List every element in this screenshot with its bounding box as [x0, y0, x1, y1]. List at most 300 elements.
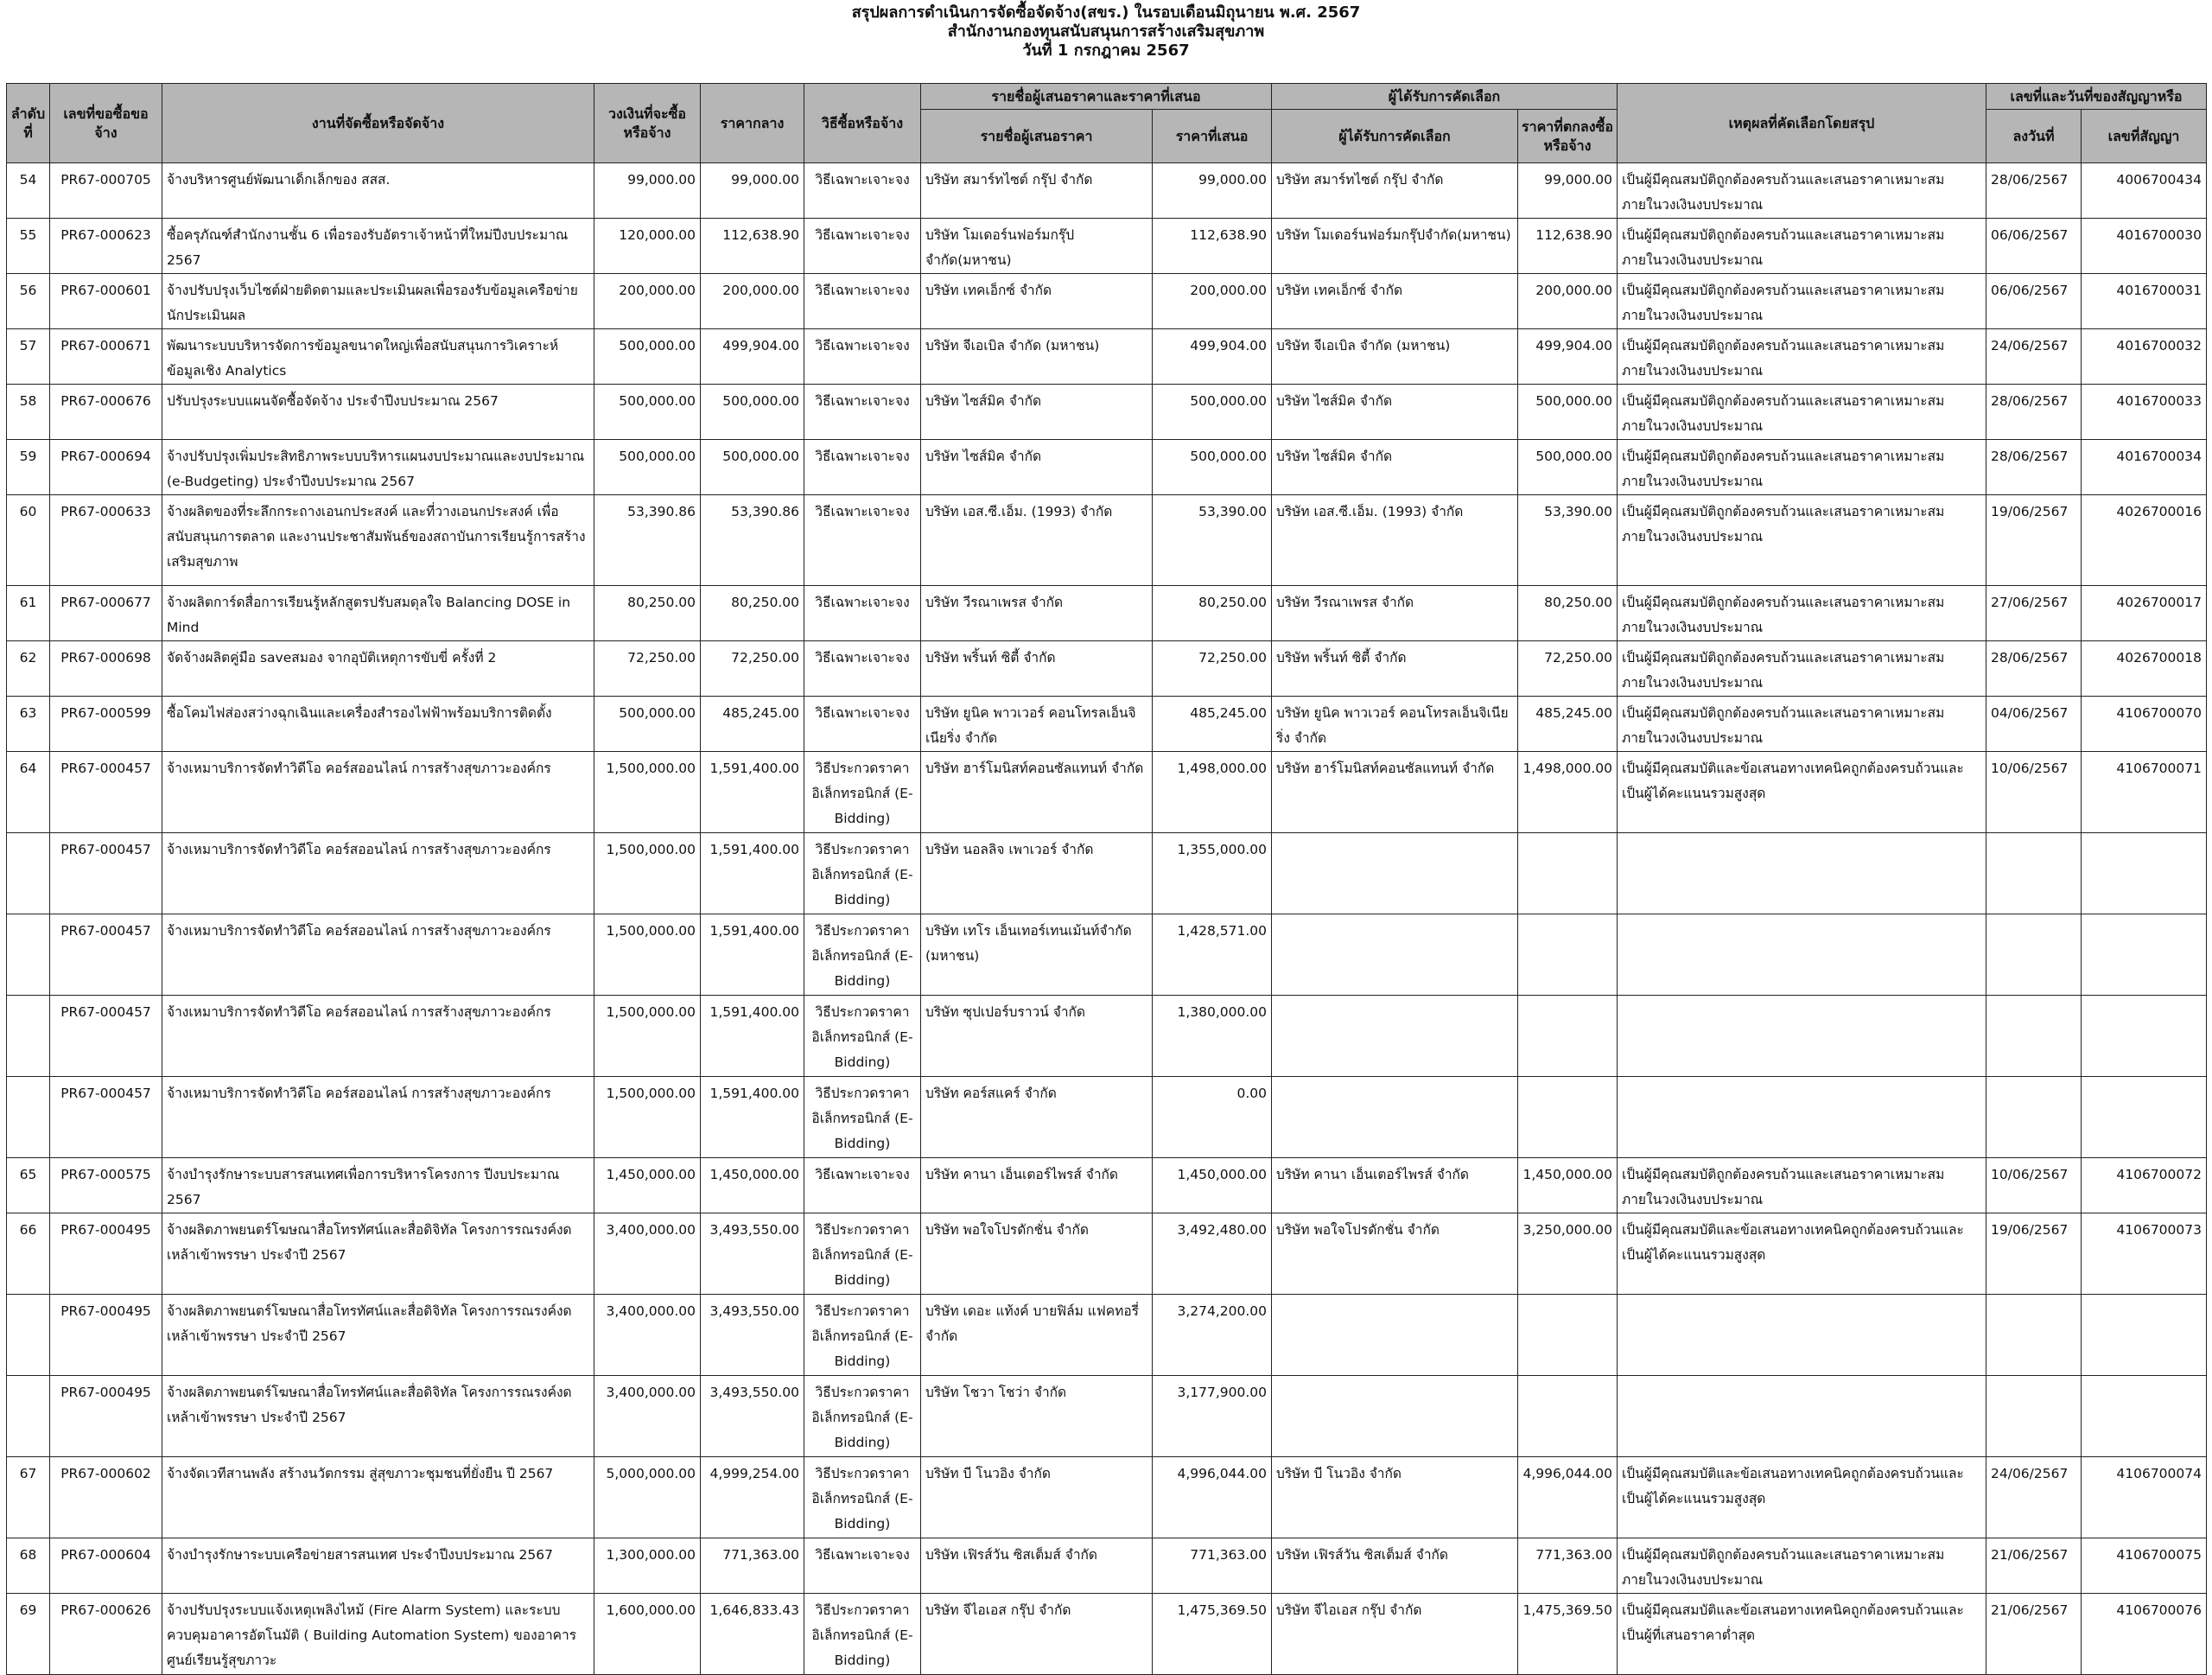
work-description: จ้างปรับปรุงระบบแจ้งเหตุเพลิงไหม้ (Fire Alarm System) และระบบควบคุมอาคารอัตโนมัติ ( Building Automation System) ของอาคารศูนย์เรียนรู้สุขภาวะ — [162, 1594, 594, 1675]
selected-vendor: บริษัท เทคเอ็กซ์ จำกัด — [1272, 274, 1518, 329]
work-description: จ้างเหมาบริการจัดทำวิดีโอ คอร์สออนไลน์ การสร้างสุขภาวะองค์กร — [162, 996, 594, 1077]
bidder-name: บริษัท โชวา โชว่า จำกัด — [921, 1376, 1153, 1457]
contract-number — [2082, 914, 2207, 996]
pr-number: PR67-000694 — [50, 440, 162, 495]
work-description: จัดจ้างผลิตคู่มือ saveสมอง จากอุบัติเหตุการขับขี่ ครั้งที่ 2 — [162, 641, 594, 697]
selected-vendor — [1272, 914, 1518, 996]
header-agreed-price: ราคาที่ตกลงซื้อหรือจ้าง — [1518, 110, 1618, 163]
median-price: 1,646,833.43 — [701, 1594, 804, 1675]
bidder-name: บริษัท ไซส์มิค จำกัด — [921, 440, 1153, 495]
row-number: 55 — [7, 219, 50, 274]
selected-vendor: บริษัท สมาร์ทไซต์ กรุ๊ป จำกัด — [1272, 163, 1518, 219]
bidder-name: บริษัท นอลลิจ เพาเวอร์ จำกัด — [921, 833, 1153, 914]
selected-vendor: บริษัท ยูนิค พาวเวอร์ คอนโทรลเอ็นจิเนียริ่ง จำกัด — [1272, 697, 1518, 752]
procurement-method: วิธีเฉพาะเจาะจง — [804, 586, 921, 641]
bid-price: 1,450,000.00 — [1153, 1158, 1272, 1213]
work-description: จ้างเหมาบริการจัดทำวิดีโอ คอร์สออนไลน์ การสร้างสุขภาวะองค์กร — [162, 752, 594, 833]
agreed-price — [1518, 1077, 1618, 1158]
pr-number: PR67-000626 — [50, 1594, 162, 1675]
selection-reason: เป็นผู้มีคุณสมบัติถูกต้องครบถ้วนและเสนอราคาเหมาะสมภายในวงเงินงบประมาณ — [1618, 586, 1986, 641]
selection-reason — [1618, 833, 1986, 914]
pr-number: PR67-000495 — [50, 1295, 162, 1376]
selected-vendor: บริษัท เอส.ซี.เอ็ม. (1993) จำกัด — [1272, 495, 1518, 586]
procurement-table — [6, 83, 2207, 1675]
row-number — [7, 996, 50, 1077]
agreed-price — [1518, 1295, 1618, 1376]
pr-number: PR67-000495 — [50, 1376, 162, 1457]
agreed-price: 112,638.90 — [1518, 219, 1618, 274]
procurement-method: วิธีเฉพาะเจาะจง — [804, 163, 921, 219]
pr-number: PR67-000623 — [50, 219, 162, 274]
contract-number: 4026700016 — [2082, 495, 2207, 586]
median-price: 200,000.00 — [701, 274, 804, 329]
budget-amount: 500,000.00 — [594, 440, 701, 495]
contract-number: 4106700074 — [2082, 1457, 2207, 1538]
selection-reason — [1618, 1077, 1986, 1158]
work-description: พัฒนาระบบบริหารจัดการข้อมูลขนาดใหญ่เพื่อสนับสนุนการวิเคราะห์ข้อมูลเชิง Analytics — [162, 329, 594, 385]
table-row — [7, 586, 2207, 641]
selection-reason: เป็นผู้มีคุณสมบัติและข้อเสนอทางเทคนิคถูกต้องครบถ้วนและเป็นผู้ได้คะแนนรวมสูงสุด — [1618, 1457, 1986, 1538]
contract-date: 21/06/2567 — [1986, 1594, 2082, 1675]
row-number: 68 — [7, 1538, 50, 1594]
bidder-name: บริษัท เอส.ซี.เอ็ม. (1993) จำกัด — [921, 495, 1153, 586]
table-row — [7, 641, 2207, 697]
contract-date: 19/06/2567 — [1986, 1213, 2082, 1295]
median-price: 499,904.00 — [701, 329, 804, 385]
table-row — [7, 385, 2207, 440]
bidder-name: บริษัท คอร์สแคร์ จำกัด — [921, 1077, 1153, 1158]
agreed-price: 500,000.00 — [1518, 385, 1618, 440]
bid-price: 771,363.00 — [1153, 1538, 1272, 1594]
agreed-price — [1518, 1376, 1618, 1457]
median-price: 53,390.86 — [701, 495, 804, 586]
selected-vendor: บริษัท เฟิรส์วัน ซิสเต็มส์ จำกัด — [1272, 1538, 1518, 1594]
contract-date: 10/06/2567 — [1986, 1158, 2082, 1213]
procurement-method: วิธีเฉพาะเจาะจง — [804, 1538, 921, 1594]
pr-number: PR67-000602 — [50, 1457, 162, 1538]
row-number: 62 — [7, 641, 50, 697]
pr-number: PR67-000457 — [50, 1077, 162, 1158]
table-row — [7, 1594, 2207, 1675]
bidder-name: บริษัท บี โนวอิง จำกัด — [921, 1457, 1153, 1538]
header-pr: เลขที่ขอซื้อขอจ้าง — [50, 84, 162, 163]
selected-vendor: บริษัท วีรณาเพรส จำกัด — [1272, 586, 1518, 641]
contract-number: 4016700031 — [2082, 274, 2207, 329]
procurement-method: วิธีประกวดราคาอิเล็กทรอนิกส์ (E-Bidding) — [804, 1457, 921, 1538]
agreed-price — [1518, 833, 1618, 914]
bidder-name: บริษัท พอใจโปรดักชั่น จำกัด — [921, 1213, 1153, 1295]
row-number: 59 — [7, 440, 50, 495]
contract-number — [2082, 1077, 2207, 1158]
table-row — [7, 697, 2207, 752]
bid-price: 500,000.00 — [1153, 385, 1272, 440]
median-price: 99,000.00 — [701, 163, 804, 219]
header-selected-group: ผู้ได้รับการคัดเลือก — [1272, 84, 1618, 110]
bidder-name: บริษัท โมเดอร์นฟอร์มกรุ๊ปจำกัด(มหาชน) — [921, 219, 1153, 274]
selection-reason: เป็นผู้มีคุณสมบัติและข้อเสนอทางเทคนิคถูกต้องครบถ้วนและเป็นผู้ที่เสนอราคาต่ำสุด — [1618, 1594, 1986, 1675]
median-price: 3,493,550.00 — [701, 1295, 804, 1376]
header-reason: เหตุผลที่คัดเลือกโดยสรุป — [1618, 84, 1986, 163]
contract-number: 4106700072 — [2082, 1158, 2207, 1213]
agreed-price: 4,996,044.00 — [1518, 1457, 1618, 1538]
median-price: 771,363.00 — [701, 1538, 804, 1594]
bid-price: 1,475,369.50 — [1153, 1594, 1272, 1675]
selected-vendor — [1272, 1376, 1518, 1457]
contract-number: 4016700034 — [2082, 440, 2207, 495]
pr-number: PR67-000677 — [50, 586, 162, 641]
contract-number: 4106700070 — [2082, 697, 2207, 752]
selection-reason: เป็นผู้มีคุณสมบัติและข้อเสนอทางเทคนิคถูกต้องครบถ้วนและเป็นผู้ได้คะแนนรวมสูงสุด — [1618, 1213, 1986, 1295]
budget-amount: 3,400,000.00 — [594, 1295, 701, 1376]
procurement-method: วิธีประกวดราคาอิเล็กทรอนิกส์ (E-Bidding) — [804, 833, 921, 914]
contract-date — [1986, 914, 2082, 996]
bid-price: 1,380,000.00 — [1153, 996, 1272, 1077]
pr-number: PR67-000575 — [50, 1158, 162, 1213]
pr-number: PR67-000457 — [50, 914, 162, 996]
selection-reason: เป็นผู้มีคุณสมบัติถูกต้องครบถ้วนและเสนอราคาเหมาะสมภายในวงเงินงบประมาณ — [1618, 440, 1986, 495]
row-number: 54 — [7, 163, 50, 219]
contract-date: 06/06/2567 — [1986, 274, 2082, 329]
agreed-price: 499,904.00 — [1518, 329, 1618, 385]
header-budget: วงเงินที่จะซื้อหรือจ้าง — [594, 84, 701, 163]
agreed-price: 1,498,000.00 — [1518, 752, 1618, 833]
row-number: 56 — [7, 274, 50, 329]
row-number: 65 — [7, 1158, 50, 1213]
table-body — [7, 163, 2207, 1675]
header-contract-date: ลงวันที่ — [1986, 110, 2082, 163]
contract-number: 4106700075 — [2082, 1538, 2207, 1594]
agreed-price: 99,000.00 — [1518, 163, 1618, 219]
bidder-name: บริษัท เทโร เอ็นเทอร์เทนเม้นท์จำกัด (มหาชน) — [921, 914, 1153, 996]
selected-vendor — [1272, 1295, 1518, 1376]
budget-amount: 1,300,000.00 — [594, 1538, 701, 1594]
bid-price: 1,355,000.00 — [1153, 833, 1272, 914]
bidder-name: บริษัท เดอะ แท้งค์ บายฟิล์ม แฟคทอรี่ จำกัด — [921, 1295, 1153, 1376]
agreed-price: 3,250,000.00 — [1518, 1213, 1618, 1295]
pr-number: PR67-000457 — [50, 996, 162, 1077]
selection-reason: เป็นผู้มีคุณสมบัติและข้อเสนอทางเทคนิคถูกต้องครบถ้วนและเป็นผู้ได้คะแนนรวมสูงสุด — [1618, 752, 1986, 833]
report-date: วันที่ 1 กรกฎาคม 2567 — [1022, 41, 1190, 60]
row-number: 67 — [7, 1457, 50, 1538]
agreed-price — [1518, 914, 1618, 996]
bid-price: 499,904.00 — [1153, 329, 1272, 385]
agreed-price: 72,250.00 — [1518, 641, 1618, 697]
selection-reason: เป็นผู้มีคุณสมบัติถูกต้องครบถ้วนและเสนอราคาเหมาะสมภายในวงเงินงบประมาณ — [1618, 1538, 1986, 1594]
bid-price: 3,492,480.00 — [1153, 1213, 1272, 1295]
work-description: จ้างเหมาบริการจัดทำวิดีโอ คอร์สออนไลน์ การสร้างสุขภาวะองค์กร — [162, 1077, 594, 1158]
table-row — [7, 1457, 2207, 1538]
bidder-name: บริษัท เฟิรส์วัน ซิสเต็มส์ จำกัด — [921, 1538, 1153, 1594]
selection-reason: เป็นผู้มีคุณสมบัติถูกต้องครบถ้วนและเสนอราคาเหมาะสมภายในวงเงินงบประมาณ — [1618, 1158, 1986, 1213]
selected-vendor: บริษัท คานา เอ็นเตอร์ไพรส์ จำกัด — [1272, 1158, 1518, 1213]
selection-reason: เป็นผู้มีคุณสมบัติถูกต้องครบถ้วนและเสนอราคาเหมาะสมภายในวงเงินงบประมาณ — [1618, 495, 1986, 586]
procurement-method: วิธีเฉพาะเจาะจง — [804, 219, 921, 274]
bidder-name: บริษัท พริ้นท์ ซิตี้ จำกัด — [921, 641, 1153, 697]
budget-amount: 53,390.86 — [594, 495, 701, 586]
median-price: 1,591,400.00 — [701, 914, 804, 996]
bidder-name: บริษัท ฮาร์โมนิสท์คอนซัลแทนท์ จำกัด — [921, 752, 1153, 833]
contract-date: 28/06/2567 — [1986, 641, 2082, 697]
selection-reason: เป็นผู้มีคุณสมบัติถูกต้องครบถ้วนและเสนอราคาเหมาะสมภายในวงเงินงบประมาณ — [1618, 641, 1986, 697]
work-description: จ้างเหมาบริการจัดทำวิดีโอ คอร์สออนไลน์ การสร้างสุขภาวะองค์กร — [162, 833, 594, 914]
selected-vendor — [1272, 833, 1518, 914]
table-row — [7, 1376, 2207, 1457]
table-row — [7, 274, 2207, 329]
contract-number: 4026700018 — [2082, 641, 2207, 697]
pr-number: PR67-000599 — [50, 697, 162, 752]
header-bidders-group: รายชื่อผู้เสนอราคาและราคาที่เสนอ — [921, 84, 1272, 110]
row-number — [7, 914, 50, 996]
selection-reason: เป็นผู้มีคุณสมบัติถูกต้องครบถ้วนและเสนอราคาเหมาะสมภายในวงเงินงบประมาณ — [1618, 329, 1986, 385]
selection-reason: เป็นผู้มีคุณสมบัติถูกต้องครบถ้วนและเสนอราคาเหมาะสมภายในวงเงินงบประมาณ — [1618, 219, 1986, 274]
contract-number: 4006700434 — [2082, 163, 2207, 219]
budget-amount: 500,000.00 — [594, 697, 701, 752]
agreed-price: 1,475,369.50 — [1518, 1594, 1618, 1675]
pr-number: PR67-000671 — [50, 329, 162, 385]
agreed-price: 53,390.00 — [1518, 495, 1618, 586]
contract-number: 4016700032 — [2082, 329, 2207, 385]
table-row — [7, 914, 2207, 996]
bid-price: 4,996,044.00 — [1153, 1457, 1272, 1538]
row-number: 64 — [7, 752, 50, 833]
selected-vendor: บริษัท ไซส์มิค จำกัด — [1272, 440, 1518, 495]
bid-price: 0.00 — [1153, 1077, 1272, 1158]
selected-vendor: บริษัท พอใจโปรดักชั่น จำกัด — [1272, 1213, 1518, 1295]
header-method: วิธีซื้อหรือจ้าง — [804, 84, 921, 163]
contract-number — [2082, 1376, 2207, 1457]
budget-amount: 1,500,000.00 — [594, 1077, 701, 1158]
budget-amount: 99,000.00 — [594, 163, 701, 219]
document-header — [0, 0, 2212, 61]
selection-reason: เป็นผู้มีคุณสมบัติถูกต้องครบถ้วนและเสนอราคาเหมาะสมภายในวงเงินงบประมาณ — [1618, 385, 1986, 440]
selection-reason — [1618, 996, 1986, 1077]
selection-reason — [1618, 1295, 1986, 1376]
budget-amount: 3,400,000.00 — [594, 1213, 701, 1295]
bid-price: 500,000.00 — [1153, 440, 1272, 495]
contract-number: 4016700030 — [2082, 219, 2207, 274]
contract-date — [1986, 996, 2082, 1077]
procurement-method: วิธีเฉพาะเจาะจง — [804, 329, 921, 385]
budget-amount: 5,000,000.00 — [594, 1457, 701, 1538]
bid-price: 3,177,900.00 — [1153, 1376, 1272, 1457]
bidder-name: บริษัท ยูนิค พาวเวอร์ คอนโทรลเอ็นจิเนียริ่ง จำกัด — [921, 697, 1153, 752]
pr-number: PR67-000705 — [50, 163, 162, 219]
procurement-method: วิธีประกวดราคาอิเล็กทรอนิกส์ (E-Bidding) — [804, 996, 921, 1077]
median-price: 4,999,254.00 — [701, 1457, 804, 1538]
contract-date: 28/06/2567 — [1986, 385, 2082, 440]
contract-date — [1986, 1077, 2082, 1158]
selected-vendor: บริษัท ไซส์มิค จำกัด — [1272, 385, 1518, 440]
contract-date: 10/06/2567 — [1986, 752, 2082, 833]
row-number: 63 — [7, 697, 50, 752]
bidder-name: บริษัท ซุปเปอร์บราวน์ จำกัด — [921, 996, 1153, 1077]
selected-vendor: บริษัท บี โนวอิง จำกัด — [1272, 1457, 1518, 1538]
agreed-price: 200,000.00 — [1518, 274, 1618, 329]
agency-name: สำนักงานกองทุนสนับสนุนการสร้างเสริมสุขภาพ — [947, 22, 1265, 41]
procurement-method: วิธีเฉพาะเจาะจง — [804, 495, 921, 586]
table-row — [7, 1295, 2207, 1376]
median-price: 72,250.00 — [701, 641, 804, 697]
table-row — [7, 1158, 2207, 1213]
contract-date — [1986, 833, 2082, 914]
budget-amount: 200,000.00 — [594, 274, 701, 329]
budget-amount: 1,500,000.00 — [594, 752, 701, 833]
header-contract-no: เลขที่สัญญา — [2082, 110, 2207, 163]
work-description: จ้างผลิตการ์ดสื่อการเรียนรู้หลักสูตรปรับสมดุลใจ Balancing DOSE in Mind — [162, 586, 594, 641]
budget-amount: 80,250.00 — [594, 586, 701, 641]
budget-amount: 1,450,000.00 — [594, 1158, 701, 1213]
bidder-name: บริษัท สมาร์ทไซต์ กรุ๊ป จำกัด — [921, 163, 1153, 219]
bidder-name: บริษัท จีไอเอส กรุ๊ป จำกัด — [921, 1594, 1153, 1675]
median-price: 1,591,400.00 — [701, 833, 804, 914]
median-price: 485,245.00 — [701, 697, 804, 752]
table-row — [7, 495, 2207, 586]
contract-date: 19/06/2567 — [1986, 495, 2082, 586]
pr-number: PR67-000457 — [50, 752, 162, 833]
selection-reason: เป็นผู้มีคุณสมบัติถูกต้องครบถ้วนและเสนอราคาเหมาะสมภายในวงเงินงบประมาณ — [1618, 163, 1986, 219]
contract-number: 4106700071 — [2082, 752, 2207, 833]
bidder-name: บริษัท จีเอเบิล จำกัด (มหาชน) — [921, 329, 1153, 385]
contract-number: 4106700073 — [2082, 1213, 2207, 1295]
selected-vendor: บริษัท โมเดอร์นฟอร์มกรุ๊ปจำกัด(มหาชน) — [1272, 219, 1518, 274]
procurement-method: วิธีเฉพาะเจาะจง — [804, 440, 921, 495]
bid-price: 1,498,000.00 — [1153, 752, 1272, 833]
procurement-method: วิธีเฉพาะเจาะจง — [804, 1158, 921, 1213]
row-number — [7, 1295, 50, 1376]
pr-number: PR67-000698 — [50, 641, 162, 697]
median-price: 1,591,400.00 — [701, 996, 804, 1077]
median-price: 112,638.90 — [701, 219, 804, 274]
selected-vendor — [1272, 1077, 1518, 1158]
contract-date: 21/06/2567 — [1986, 1538, 2082, 1594]
work-description: ซื้อครุภัณฑ์สำนักงานชั้น 6 เพื่อรองรับอัตราเจ้าหน้าที่ใหม่ปีงบประมาณ 2567 — [162, 219, 594, 274]
contract-date: 27/06/2567 — [1986, 586, 2082, 641]
header-no: ลำดับที่ — [7, 84, 50, 163]
bid-price: 112,638.90 — [1153, 219, 1272, 274]
bidder-name: บริษัท เทคเอ็กซ์ จำกัด — [921, 274, 1153, 329]
procurement-method: วิธีเฉพาะเจาะจง — [804, 697, 921, 752]
table-row — [7, 440, 2207, 495]
selected-vendor: บริษัท จีไอเอส กรุ๊ป จำกัด — [1272, 1594, 1518, 1675]
contract-date: 24/06/2567 — [1986, 329, 2082, 385]
contract-number — [2082, 1295, 2207, 1376]
median-price: 1,591,400.00 — [701, 752, 804, 833]
contract-number: 4016700033 — [2082, 385, 2207, 440]
agreed-price: 771,363.00 — [1518, 1538, 1618, 1594]
procurement-method: วิธีประกวดราคาอิเล็กทรอนิกส์ (E-Bidding) — [804, 1295, 921, 1376]
procurement-method: วิธีประกวดราคาอิเล็กทรอนิกส์ (E-Bidding) — [804, 914, 921, 996]
contract-number — [2082, 996, 2207, 1077]
row-number — [7, 1376, 50, 1457]
work-description: จ้างผลิตภาพยนตร์โฆษณาสื่อโทรทัศน์และสื่อดิจิทัล โครงการรณรงค์งดเหล้าเข้าพรรษา ประจำปี 2567 — [162, 1376, 594, 1457]
budget-amount: 1,500,000.00 — [594, 996, 701, 1077]
median-price: 3,493,550.00 — [701, 1376, 804, 1457]
report-title: สรุปผลการดำเนินการจัดซื้อจัดจ้าง(สขร.) ในรอบเดือนมิถุนายน พ.ศ. 2567 — [851, 3, 1361, 22]
median-price: 3,493,550.00 — [701, 1213, 804, 1295]
budget-amount: 1,600,000.00 — [594, 1594, 701, 1675]
procurement-method: วิธีเฉพาะเจาะจง — [804, 641, 921, 697]
bid-price: 1,428,571.00 — [1153, 914, 1272, 996]
header-bidder-name: รายชื่อผู้เสนอราคา — [921, 110, 1153, 163]
procurement-method: วิธีประกวดราคาอิเล็กทรอนิกส์ (E-Bidding) — [804, 1594, 921, 1675]
agreed-price — [1518, 996, 1618, 1077]
table-row — [7, 1213, 2207, 1295]
selection-reason: เป็นผู้มีคุณสมบัติถูกต้องครบถ้วนและเสนอราคาเหมาะสมภายในวงเงินงบประมาณ — [1618, 274, 1986, 329]
table-row — [7, 996, 2207, 1077]
median-price: 1,591,400.00 — [701, 1077, 804, 1158]
table-row — [7, 329, 2207, 385]
pr-number: PR67-000676 — [50, 385, 162, 440]
work-description: จ้างบริหารศูนย์พัฒนาเด็กเล็กของ สสส. — [162, 163, 594, 219]
row-number: 57 — [7, 329, 50, 385]
header-contract-group: เลขที่และวันที่ของสัญญาหรือ — [1986, 84, 2207, 110]
agreed-price: 485,245.00 — [1518, 697, 1618, 752]
bidder-name: บริษัท คานา เอ็นเตอร์ไพรส์ จำกัด — [921, 1158, 1153, 1213]
agreed-price: 1,450,000.00 — [1518, 1158, 1618, 1213]
work-description: จ้างเหมาบริการจัดทำวิดีโอ คอร์สออนไลน์ การสร้างสุขภาวะองค์กร — [162, 914, 594, 996]
contract-date: 28/06/2567 — [1986, 440, 2082, 495]
work-description: จ้างปรับปรุงเว็บไซต์ฝ่ายติดตามและประเมินผลเพื่อรองรับข้อมูลเครือข่ายนักประเมินผล — [162, 274, 594, 329]
procurement-method: วิธีเฉพาะเจาะจง — [804, 274, 921, 329]
bid-price: 80,250.00 — [1153, 586, 1272, 641]
median-price: 1,450,000.00 — [701, 1158, 804, 1213]
row-number: 58 — [7, 385, 50, 440]
work-description: จ้างผลิตของที่ระลึกกระถางเอนกประสงค์ และที่วางเอนกประสงค์ เพื่อสนับสนุนการตลาด และงานประชาสัมพันธ์ของสถาบันการเรียนรู้การสร้างเสริมสุขภาพ — [162, 495, 594, 586]
median-price: 500,000.00 — [701, 385, 804, 440]
pr-number: PR67-000495 — [50, 1213, 162, 1295]
budget-amount: 1,500,000.00 — [594, 914, 701, 996]
contract-number — [2082, 833, 2207, 914]
contract-date: 04/06/2567 — [1986, 697, 2082, 752]
procurement-method: วิธีประกวดราคาอิเล็กทรอนิกส์ (E-Bidding) — [804, 1376, 921, 1457]
agreed-price: 80,250.00 — [1518, 586, 1618, 641]
work-description: จ้างจัดเวทีสานพลัง สร้างนวัตกรรม สู่สุขภาวะชุมชนที่ยั่งยืน ปี 2567 — [162, 1457, 594, 1538]
selected-vendor: บริษัท จีเอเบิล จำกัด (มหาชน) — [1272, 329, 1518, 385]
work-description: ซื้อโคมไฟส่องสว่างฉุกเฉินและเครื่องสำรองไฟฟ้าพร้อมบริการติดตั้ง — [162, 697, 594, 752]
bidder-name: บริษัท ไซส์มิค จำกัด — [921, 385, 1153, 440]
selected-vendor: บริษัท พริ้นท์ ซิตี้ จำกัด — [1272, 641, 1518, 697]
procurement-method: วิธีประกวดราคาอิเล็กทรอนิกส์ (E-Bidding) — [804, 1213, 921, 1295]
budget-amount: 120,000.00 — [594, 219, 701, 274]
table-row — [7, 1077, 2207, 1158]
work-description: จ้างบำรุงรักษาระบบเครือข่ายสารสนเทศ ประจำปีงบประมาณ 2567 — [162, 1538, 594, 1594]
work-description: จ้างผลิตภาพยนตร์โฆษณาสื่อโทรทัศน์และสื่อดิจิทัล โครงการรณรงค์งดเหล้าเข้าพรรษา ประจำปี 2567 — [162, 1295, 594, 1376]
budget-amount: 500,000.00 — [594, 329, 701, 385]
contract-date: 28/06/2567 — [1986, 163, 2082, 219]
contract-number: 4026700017 — [2082, 586, 2207, 641]
row-number: 66 — [7, 1213, 50, 1295]
pr-number: PR67-000604 — [50, 1538, 162, 1594]
pr-number: PR67-000601 — [50, 274, 162, 329]
budget-amount: 72,250.00 — [594, 641, 701, 697]
table-header — [7, 84, 2207, 163]
bid-price: 3,274,200.00 — [1153, 1295, 1272, 1376]
procurement-method: วิธีประกวดราคาอิเล็กทรอนิกส์ (E-Bidding) — [804, 1077, 921, 1158]
bidder-name: บริษัท วีรณาเพรส จำกัด — [921, 586, 1153, 641]
budget-amount: 3,400,000.00 — [594, 1376, 701, 1457]
budget-amount: 1,500,000.00 — [594, 833, 701, 914]
row-number: 69 — [7, 1594, 50, 1675]
contract-date: 06/06/2567 — [1986, 219, 2082, 274]
table-row — [7, 1538, 2207, 1594]
procurement-method: วิธีเฉพาะเจาะจง — [804, 385, 921, 440]
pr-number: PR67-000633 — [50, 495, 162, 586]
header-selected-name: ผู้ได้รับการคัดเลือก — [1272, 110, 1518, 163]
table-row — [7, 752, 2207, 833]
bid-price: 72,250.00 — [1153, 641, 1272, 697]
selection-reason — [1618, 1376, 1986, 1457]
row-number — [7, 1077, 50, 1158]
